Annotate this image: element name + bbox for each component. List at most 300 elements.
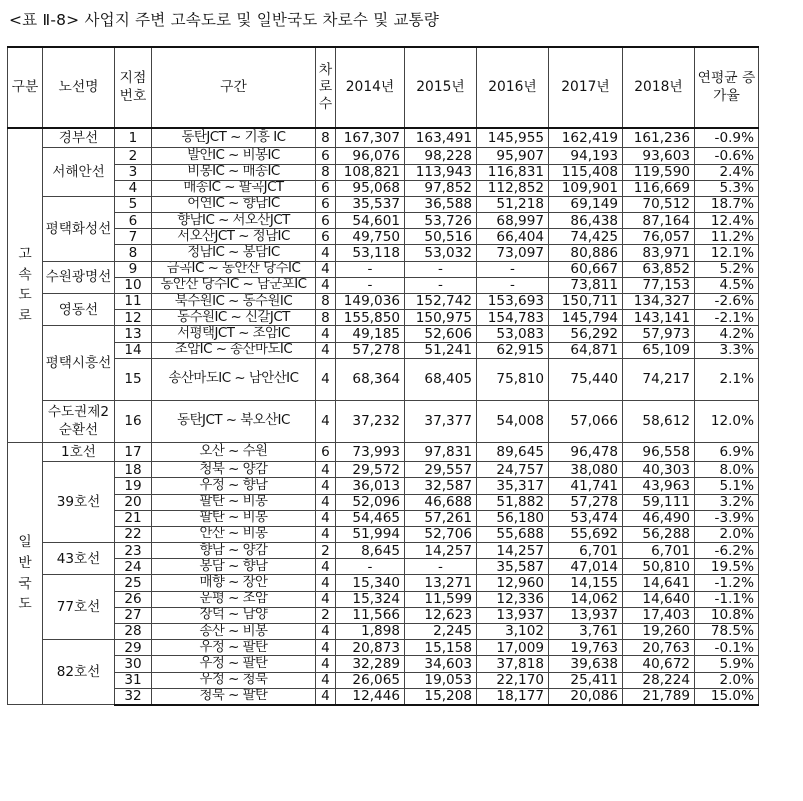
traffic-volume-cell: 73,993 xyxy=(336,442,405,461)
traffic-volume-cell: 116,669 xyxy=(623,180,695,196)
table-row xyxy=(8,543,759,559)
traffic-volume-cell: 11,599 xyxy=(405,591,477,607)
section-name: 동안산 당수IC ~ 남군포IC xyxy=(152,277,316,293)
lane-count: 4 xyxy=(316,462,336,478)
traffic-volume-cell: 29,572 xyxy=(336,462,405,478)
section-name: 우정 ~ 팔탄 xyxy=(152,656,316,672)
traffic-volume-cell: 57,278 xyxy=(549,494,623,510)
traffic-volume-cell: - xyxy=(405,277,477,293)
traffic-volume-cell: 34,603 xyxy=(405,656,477,672)
growth-rate-cell: 15.0% xyxy=(695,688,759,705)
lane-count: 4 xyxy=(316,400,336,442)
traffic-volume-cell: 68,405 xyxy=(405,358,477,400)
table-row xyxy=(8,326,759,342)
point-number: 26 xyxy=(115,591,152,607)
table-row xyxy=(8,180,759,196)
traffic-volume-cell: - xyxy=(477,261,549,277)
point-number: 25 xyxy=(115,575,152,591)
lane-count: 6 xyxy=(316,148,336,164)
traffic-volume-cell: 32,587 xyxy=(405,478,477,494)
traffic-volume-cell: 74,217 xyxy=(623,358,695,400)
growth-rate-cell: 2.0% xyxy=(695,526,759,542)
traffic-volume-cell: 49,750 xyxy=(336,229,405,245)
traffic-volume-cell: 75,440 xyxy=(549,358,623,400)
category-label: 일반국도 xyxy=(18,534,32,613)
growth-rate-cell: -1.1% xyxy=(695,591,759,607)
route-name: 경부선 xyxy=(43,128,115,148)
table-row xyxy=(8,640,759,656)
growth-rate-cell: -6.2% xyxy=(695,543,759,559)
traffic-volume-cell: 58,612 xyxy=(623,400,695,442)
traffic-volume-cell: 70,512 xyxy=(623,196,695,212)
traffic-volume-cell: 53,726 xyxy=(405,213,477,229)
header-2017: 2017년 xyxy=(549,47,623,128)
traffic-volume-cell: 74,425 xyxy=(549,229,623,245)
section-name: 발안IC ~ 비봉IC xyxy=(152,148,316,164)
table-row xyxy=(8,442,759,461)
traffic-volume-cell: 163,491 xyxy=(405,128,477,148)
header-2014: 2014년 xyxy=(336,47,405,128)
lane-count: 4 xyxy=(316,656,336,672)
header-2018: 2018년 xyxy=(623,47,695,128)
traffic-volume-cell: 14,257 xyxy=(405,543,477,559)
traffic-volume-cell: 15,208 xyxy=(405,688,477,705)
traffic-volume-cell: 116,831 xyxy=(477,164,549,180)
route-name: 평택시흥선 xyxy=(43,326,115,400)
traffic-table-container xyxy=(7,46,759,706)
section-name: 정남IC ~ 봉담IC xyxy=(152,245,316,261)
section-name: 오산 ~ 수원 xyxy=(152,442,316,461)
traffic-volume-cell: 37,818 xyxy=(477,656,549,672)
header-lanes: 차로수 xyxy=(316,47,336,128)
route-name: 43호선 xyxy=(43,543,115,575)
traffic-volume-cell: 167,307 xyxy=(336,128,405,148)
traffic-volume-cell: 96,558 xyxy=(623,442,695,461)
traffic-volume-cell: 145,794 xyxy=(549,310,623,326)
point-number: 17 xyxy=(115,442,152,461)
route-name: 영동선 xyxy=(43,294,115,326)
traffic-volume-cell: 59,111 xyxy=(623,494,695,510)
traffic-volume-cell: 14,155 xyxy=(549,575,623,591)
traffic-volume-cell: 19,763 xyxy=(549,640,623,656)
traffic-volume-cell: 52,606 xyxy=(405,326,477,342)
lane-count: 2 xyxy=(316,607,336,623)
traffic-volume-cell: 161,236 xyxy=(623,128,695,148)
table-row xyxy=(8,128,759,148)
growth-rate-cell: 10.8% xyxy=(695,607,759,623)
growth-rate-cell: 78.5% xyxy=(695,624,759,640)
growth-rate-cell: 12.0% xyxy=(695,400,759,442)
growth-rate-cell: 5.3% xyxy=(695,180,759,196)
traffic-volume-cell: 32,289 xyxy=(336,656,405,672)
point-number: 2 xyxy=(115,148,152,164)
traffic-volume-cell: - xyxy=(477,277,549,293)
traffic-volume-cell: 37,232 xyxy=(336,400,405,442)
traffic-volume-cell: - xyxy=(336,261,405,277)
section-name: 안산 ~ 비봉 xyxy=(152,526,316,542)
point-number: 32 xyxy=(115,688,152,705)
section-name: 봉담 ~ 향남 xyxy=(152,559,316,575)
traffic-volume-cell: 6,701 xyxy=(549,543,623,559)
table-row xyxy=(8,358,759,400)
traffic-volume-cell: 52,706 xyxy=(405,526,477,542)
traffic-volume-cell: - xyxy=(336,559,405,575)
traffic-volume-cell: 24,757 xyxy=(477,462,549,478)
point-number: 30 xyxy=(115,656,152,672)
traffic-volume-cell: 76,057 xyxy=(623,229,695,245)
point-number: 18 xyxy=(115,462,152,478)
growth-rate-cell: 6.9% xyxy=(695,442,759,461)
traffic-volume-cell: 57,066 xyxy=(549,400,623,442)
section-name: 운평 ~ 조암 xyxy=(152,591,316,607)
traffic-volume-cell: 109,901 xyxy=(549,180,623,196)
growth-rate-cell: 2.1% xyxy=(695,358,759,400)
category-label: 고속도로 xyxy=(18,246,32,325)
growth-rate-cell: -2.1% xyxy=(695,310,759,326)
traffic-volume-cell: 134,327 xyxy=(623,294,695,310)
header-route: 노선명 xyxy=(43,47,115,128)
table-row xyxy=(8,148,759,164)
traffic-volume-cell: 57,278 xyxy=(336,342,405,358)
traffic-volume-cell: 55,688 xyxy=(477,526,549,542)
traffic-volume-cell: 97,831 xyxy=(405,442,477,461)
traffic-volume-cell: 35,317 xyxy=(477,478,549,494)
traffic-volume-cell: 35,587 xyxy=(477,559,549,575)
lane-count: 4 xyxy=(316,526,336,542)
growth-rate-cell: -2.6% xyxy=(695,294,759,310)
growth-rate-cell: 19.5% xyxy=(695,559,759,575)
growth-rate-cell: -1.2% xyxy=(695,575,759,591)
lane-count: 6 xyxy=(316,213,336,229)
growth-rate-cell: 11.2% xyxy=(695,229,759,245)
traffic-volume-cell: 52,096 xyxy=(336,494,405,510)
growth-rate-cell: -3.9% xyxy=(695,510,759,526)
point-number: 1 xyxy=(115,128,152,148)
traffic-volume-cell: 36,013 xyxy=(336,478,405,494)
lane-count: 6 xyxy=(316,180,336,196)
section-name: 팔탄 ~ 비봉 xyxy=(152,510,316,526)
section-name: 매향 ~ 장안 xyxy=(152,575,316,591)
lane-count: 4 xyxy=(316,358,336,400)
traffic-volume-cell: 95,907 xyxy=(477,148,549,164)
header-growth: 연평균 증가율 xyxy=(695,47,759,128)
traffic-volume-cell: 96,076 xyxy=(336,148,405,164)
traffic-volume-cell: 12,446 xyxy=(336,688,405,705)
point-number: 19 xyxy=(115,478,152,494)
traffic-volume-cell: 108,821 xyxy=(336,164,405,180)
traffic-volume-cell: 35,537 xyxy=(336,196,405,212)
traffic-volume-cell: 19,260 xyxy=(623,624,695,640)
traffic-volume-cell: 154,783 xyxy=(477,310,549,326)
growth-rate-cell: 4.2% xyxy=(695,326,759,342)
point-number: 27 xyxy=(115,607,152,623)
lane-count: 6 xyxy=(316,229,336,245)
traffic-volume-cell: 155,850 xyxy=(336,310,405,326)
table-row xyxy=(8,510,759,526)
header-2015: 2015년 xyxy=(405,47,477,128)
section-name: 매송IC ~ 팔곡JCT xyxy=(152,180,316,196)
traffic-volume-cell: - xyxy=(336,277,405,293)
lane-count: 8 xyxy=(316,294,336,310)
traffic-volume-cell: 93,603 xyxy=(623,148,695,164)
growth-rate-cell: 5.9% xyxy=(695,656,759,672)
traffic-volume-cell: 143,141 xyxy=(623,310,695,326)
traffic-volume-cell: 39,638 xyxy=(549,656,623,672)
traffic-volume-cell: 20,086 xyxy=(549,688,623,705)
point-number: 29 xyxy=(115,640,152,656)
traffic-volume-cell: 113,943 xyxy=(405,164,477,180)
lane-count: 4 xyxy=(316,342,336,358)
traffic-volume-cell: 55,692 xyxy=(549,526,623,542)
section-name: 송산마도IC ~ 남안산IC xyxy=(152,358,316,400)
traffic-volume-cell: 66,404 xyxy=(477,229,549,245)
section-name: 우정 ~ 청북 xyxy=(152,672,316,688)
point-number: 4 xyxy=(115,180,152,196)
growth-rate-cell: 3.3% xyxy=(695,342,759,358)
traffic-volume-cell: 12,336 xyxy=(477,591,549,607)
traffic-volume-cell: 65,109 xyxy=(623,342,695,358)
traffic-volume-cell: 152,742 xyxy=(405,294,477,310)
traffic-volume-cell: 49,185 xyxy=(336,326,405,342)
lane-count: 6 xyxy=(316,442,336,461)
point-number: 15 xyxy=(115,358,152,400)
traffic-volume-cell: 37,377 xyxy=(405,400,477,442)
header-point: 지점번호 xyxy=(115,47,152,128)
traffic-volume-cell: 12,960 xyxy=(477,575,549,591)
point-number: 5 xyxy=(115,196,152,212)
traffic-volume-cell: 89,645 xyxy=(477,442,549,461)
traffic-volume-cell: 47,014 xyxy=(549,559,623,575)
traffic-volume-cell: 13,937 xyxy=(549,607,623,623)
category-highway xyxy=(8,128,43,442)
traffic-volume-cell: 62,915 xyxy=(477,342,549,358)
traffic-volume-cell: 19,053 xyxy=(405,672,477,688)
lane-count: 4 xyxy=(316,640,336,656)
traffic-volume-cell: 115,408 xyxy=(549,164,623,180)
section-name: 서오산JCT ~ 정남IC xyxy=(152,229,316,245)
table-row xyxy=(8,310,759,326)
traffic-volume-cell: 153,693 xyxy=(477,294,549,310)
table-row xyxy=(8,277,759,293)
traffic-volume-cell: 3,761 xyxy=(549,624,623,640)
growth-rate-cell: 5.2% xyxy=(695,261,759,277)
growth-rate-cell: 2.0% xyxy=(695,672,759,688)
point-number: 8 xyxy=(115,245,152,261)
lane-count: 4 xyxy=(316,624,336,640)
lane-count: 8 xyxy=(316,310,336,326)
growth-rate-cell: -0.9% xyxy=(695,128,759,148)
point-number: 6 xyxy=(115,213,152,229)
traffic-volume-cell: 119,590 xyxy=(623,164,695,180)
route-name: 1호선 xyxy=(43,442,115,461)
traffic-volume-cell: 41,741 xyxy=(549,478,623,494)
route-name: 82호선 xyxy=(43,640,115,705)
table-caption: <표 Ⅱ-8> 사업지 주변 고속도로 및 일반국도 차로수 및 교통량 xyxy=(9,11,440,29)
traffic-volume-cell: 51,241 xyxy=(405,342,477,358)
point-number: 20 xyxy=(115,494,152,510)
traffic-volume-cell: 25,411 xyxy=(549,672,623,688)
traffic-volume-cell: 51,218 xyxy=(477,196,549,212)
table-row xyxy=(8,526,759,542)
growth-rate-cell: 12.1% xyxy=(695,245,759,261)
traffic-volume-cell: 14,640 xyxy=(623,591,695,607)
traffic-volume-cell: 80,886 xyxy=(549,245,623,261)
growth-rate-cell: 18.7% xyxy=(695,196,759,212)
section-name: 조암IC ~ 송산마도IC xyxy=(152,342,316,358)
section-name: 팔탄 ~ 비봉 xyxy=(152,494,316,510)
table-row xyxy=(8,559,759,575)
traffic-volume-cell: 14,062 xyxy=(549,591,623,607)
route-name: 수도권제2순환선 xyxy=(43,400,115,442)
traffic-volume-cell: 21,789 xyxy=(623,688,695,705)
traffic-volume-cell: 57,261 xyxy=(405,510,477,526)
lane-count: 4 xyxy=(316,688,336,705)
traffic-volume-cell: 87,164 xyxy=(623,213,695,229)
traffic-volume-cell: 150,975 xyxy=(405,310,477,326)
growth-rate-cell: -0.6% xyxy=(695,148,759,164)
point-number: 9 xyxy=(115,261,152,277)
traffic-volume-cell: 112,852 xyxy=(477,180,549,196)
point-number: 14 xyxy=(115,342,152,358)
growth-rate-cell: 3.2% xyxy=(695,494,759,510)
traffic-volume-cell: 54,601 xyxy=(336,213,405,229)
lane-count: 4 xyxy=(316,672,336,688)
traffic-volume-cell: 73,811 xyxy=(549,277,623,293)
traffic-volume-cell: 40,303 xyxy=(623,462,695,478)
traffic-volume-cell: 26,065 xyxy=(336,672,405,688)
section-name: 비봉IC ~ 매송IC xyxy=(152,164,316,180)
traffic-volume-cell: 77,153 xyxy=(623,277,695,293)
table-row xyxy=(8,261,759,277)
traffic-volume-cell: 64,871 xyxy=(549,342,623,358)
lane-count: 4 xyxy=(316,494,336,510)
lane-count: 6 xyxy=(316,196,336,212)
traffic-volume-cell: 13,937 xyxy=(477,607,549,623)
route-name: 서해안선 xyxy=(43,148,115,197)
point-number: 23 xyxy=(115,543,152,559)
traffic-volume-cell: 97,852 xyxy=(405,180,477,196)
traffic-volume-cell: 68,364 xyxy=(336,358,405,400)
traffic-volume-cell: 14,641 xyxy=(623,575,695,591)
traffic-volume-cell: 14,257 xyxy=(477,543,549,559)
point-number: 28 xyxy=(115,624,152,640)
traffic-volume-cell: 18,177 xyxy=(477,688,549,705)
section-name: 우정 ~ 팔탄 xyxy=(152,640,316,656)
growth-rate-cell: -0.1% xyxy=(695,640,759,656)
point-number: 10 xyxy=(115,277,152,293)
table-row xyxy=(8,624,759,640)
traffic-volume-cell: 149,036 xyxy=(336,294,405,310)
traffic-volume-cell: 53,118 xyxy=(336,245,405,261)
table-row xyxy=(8,591,759,607)
traffic-volume-cell: 20,763 xyxy=(623,640,695,656)
table-row xyxy=(8,575,759,591)
traffic-volume-cell: 43,963 xyxy=(623,478,695,494)
traffic-volume-cell: 29,557 xyxy=(405,462,477,478)
traffic-volume-cell: 54,465 xyxy=(336,510,405,526)
point-number: 13 xyxy=(115,326,152,342)
growth-rate-cell: 4.5% xyxy=(695,277,759,293)
traffic-volume-cell: 56,180 xyxy=(477,510,549,526)
lane-count: 4 xyxy=(316,326,336,342)
lane-count: 4 xyxy=(316,591,336,607)
table-row xyxy=(8,400,759,442)
point-number: 16 xyxy=(115,400,152,442)
point-number: 31 xyxy=(115,672,152,688)
traffic-table xyxy=(7,46,759,706)
section-name: 향남 ~ 양감 xyxy=(152,543,316,559)
traffic-volume-cell: 20,873 xyxy=(336,640,405,656)
table-row xyxy=(8,245,759,261)
traffic-volume-cell: 145,955 xyxy=(477,128,549,148)
traffic-volume-cell: 8,645 xyxy=(336,543,405,559)
section-name: 송산 ~ 비봉 xyxy=(152,624,316,640)
traffic-volume-cell: 56,288 xyxy=(623,526,695,542)
lane-count: 8 xyxy=(316,164,336,180)
traffic-volume-cell: 17,009 xyxy=(477,640,549,656)
header-2016: 2016년 xyxy=(477,47,549,128)
section-name: 청북 ~ 팔탄 xyxy=(152,688,316,705)
section-name: 금곡IC ~ 동안산 당수IC xyxy=(152,261,316,277)
table-row xyxy=(8,164,759,180)
traffic-volume-cell: 6,701 xyxy=(623,543,695,559)
point-number: 7 xyxy=(115,229,152,245)
section-name: 동수원IC ~ 신갈JCT xyxy=(152,310,316,326)
traffic-volume-cell: 95,068 xyxy=(336,180,405,196)
traffic-volume-cell: 28,224 xyxy=(623,672,695,688)
section-name: 동탄JCT ~ 북오산IC xyxy=(152,400,316,442)
table-row xyxy=(8,494,759,510)
point-number: 3 xyxy=(115,164,152,180)
section-name: 향남IC ~ 서오산JCT xyxy=(152,213,316,229)
lane-count: 4 xyxy=(316,510,336,526)
header-category: 구분 xyxy=(8,47,43,128)
header-section: 구간 xyxy=(152,47,316,128)
point-number: 11 xyxy=(115,294,152,310)
route-name: 77호선 xyxy=(43,575,115,640)
table-row xyxy=(8,478,759,494)
growth-rate-cell: 2.4% xyxy=(695,164,759,180)
traffic-volume-cell: - xyxy=(405,261,477,277)
traffic-volume-cell: 40,672 xyxy=(623,656,695,672)
table-row xyxy=(8,688,759,705)
table-row xyxy=(8,342,759,358)
traffic-volume-cell: 83,971 xyxy=(623,245,695,261)
traffic-volume-cell: 50,516 xyxy=(405,229,477,245)
route-name: 39호선 xyxy=(43,462,115,543)
traffic-volume-cell: - xyxy=(405,559,477,575)
point-number: 22 xyxy=(115,526,152,542)
traffic-volume-cell: 51,994 xyxy=(336,526,405,542)
lane-count: 4 xyxy=(316,478,336,494)
section-name: 동탄JCT ~ 기흥 IC xyxy=(152,128,316,148)
table-row xyxy=(8,607,759,623)
traffic-volume-cell: 38,080 xyxy=(549,462,623,478)
traffic-volume-cell: 98,228 xyxy=(405,148,477,164)
section-name: 우정 ~ 향남 xyxy=(152,478,316,494)
traffic-volume-cell: 94,193 xyxy=(549,148,623,164)
route-name: 평택화성선 xyxy=(43,196,115,261)
point-number: 24 xyxy=(115,559,152,575)
section-name: 청북 ~ 양감 xyxy=(152,462,316,478)
traffic-volume-cell: 3,102 xyxy=(477,624,549,640)
traffic-volume-cell: 162,419 xyxy=(549,128,623,148)
traffic-volume-cell: 53,474 xyxy=(549,510,623,526)
lane-count: 4 xyxy=(316,261,336,277)
traffic-volume-cell: 68,997 xyxy=(477,213,549,229)
lane-count: 4 xyxy=(316,575,336,591)
traffic-volume-cell: 63,852 xyxy=(623,261,695,277)
